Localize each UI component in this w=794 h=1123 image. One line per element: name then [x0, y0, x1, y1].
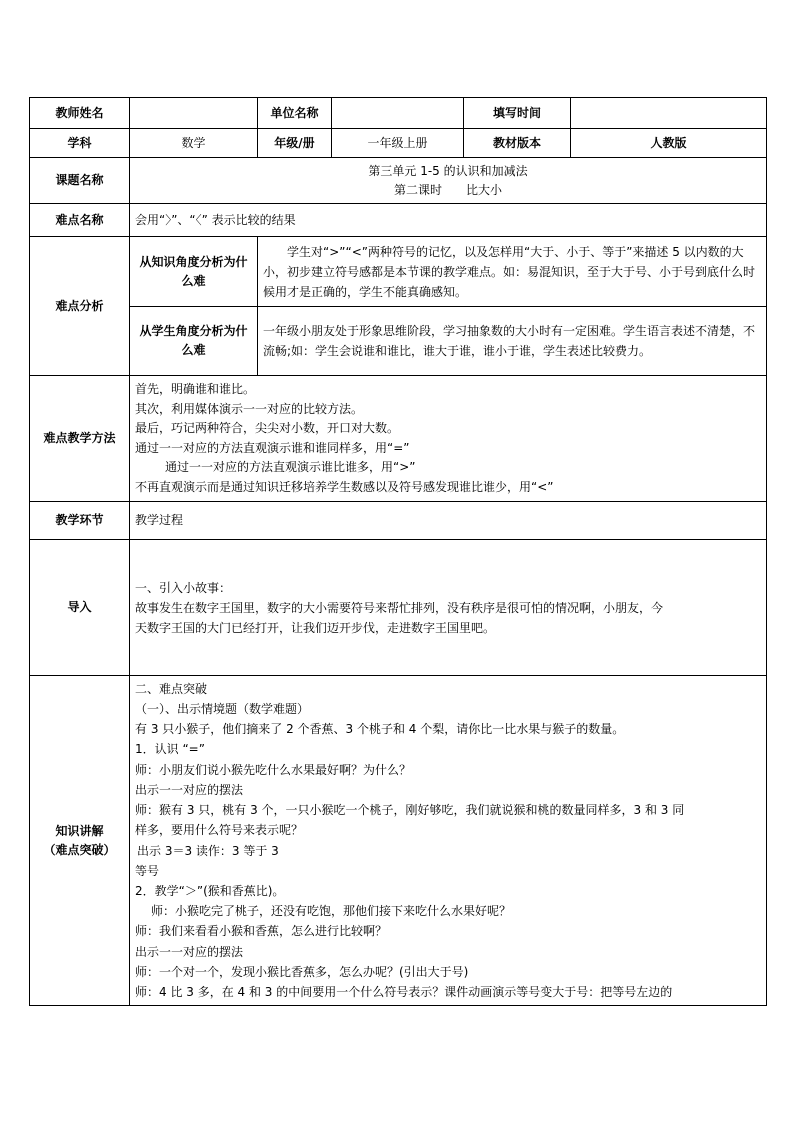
- student-angle-text: 一年级小朋友处于形象思维阶段，学习抽象数的大小时有一定困难。学生语言表述不清楚，不流畅;如：学生会说谁和谁比，谁大于谁，谁小于谁，学生表述比较费力。: [258, 307, 767, 376]
- difficulty-label: 难点名称: [30, 204, 130, 237]
- process-label: 教学环节: [30, 502, 130, 540]
- subject-label: 学科: [30, 129, 130, 158]
- lecture-line: 出示一一对应的摆法: [135, 944, 244, 959]
- edition-value: 人教版: [571, 129, 767, 158]
- row-difficulty: [30, 204, 767, 237]
- method-line: 其次，利用媒体演示一一对应的比较方法。: [135, 401, 364, 416]
- method-line: 不再直观演示而是通过知识迁移培养学生数感以及符号感发现谁比谁少，用“<”: [135, 479, 554, 494]
- lecture-line: 师：小猴吃完了桃子，还没有吃饱，那他们接下来吃什么水果好呢？: [151, 904, 512, 919]
- intro-line: 故事发生在数字王国里，数字的大小需要符号来帮忙排列，没有秩序是很可怕的情况啊，小朋友，今: [135, 600, 664, 615]
- teacher-name-label: 教师姓名: [30, 98, 130, 129]
- lecture-line: 师：小朋友们说小猴先吃什么水果最好啊？为什么？: [135, 762, 412, 777]
- topic-label: 课题名称: [30, 158, 130, 204]
- fill-time-label: 填写时间: [464, 98, 571, 129]
- row-analysis-knowledge: [30, 237, 767, 307]
- row-intro: [30, 540, 767, 676]
- teacher-name-value: [130, 98, 258, 129]
- row-subject: [30, 129, 767, 158]
- knowledge-angle-text: 学生对“>”“<”两种符号的记忆，以及怎样用“大于、小于、等于”来描述 5 以内数的大小，初步建立符号感都是本节课的教学难点。如：易混知识，至于大于号、小于号到底什么时候用才是正确的，学生不能真确感知。: [258, 237, 767, 307]
- unit-name-value: [332, 98, 464, 129]
- method-line: 首先，明确谁和谁比。: [135, 382, 256, 396]
- analysis-label: 难点分析: [30, 237, 130, 376]
- student-angle-label: 从学生角度分析为什么难: [130, 307, 258, 376]
- lesson-plan-table: [29, 97, 767, 1006]
- lecture-line: 师：一个对一个，发现小猴比香蕉多，怎么办呢？(引出大于号): [135, 964, 469, 979]
- lecture-content: [130, 676, 767, 1006]
- intro-label: 导入: [30, 540, 130, 676]
- grade-label: 年级/册: [258, 129, 332, 158]
- method-line: 通过一一对应的方法直观演示谁和谁同样多，用“=”: [135, 440, 410, 455]
- lecture-label-2: （难点突破）: [43, 842, 116, 857]
- lecture-line: 出示一一对应的摆法: [135, 782, 244, 797]
- lecture-line: （一）、出示情境题（数学难题）: [135, 702, 310, 717]
- fill-time-value: [571, 98, 767, 129]
- row-analysis-student: [30, 307, 767, 376]
- lecture-line: 师：猴有 3 只，桃有 3 个，一只小猴吃一个桃子，刚好够吃，我们就说猴和桃的数量同样多，3 和 3 同: [135, 803, 685, 818]
- lecture-line: 样多，要用什么符号来表示呢？: [135, 823, 304, 838]
- topic-title: 比大小: [466, 182, 503, 197]
- row-process: [30, 502, 767, 540]
- method-line: 通过一一对应的方法直观演示谁比谁多，用“>”: [165, 460, 416, 474]
- subject-value: 数学: [130, 129, 258, 158]
- lecture-line: 师：4 比 3 多，在 4 和 3 的中间要用一个什么符号表示？课件动画演示等号变大于号：把等号左边的: [135, 984, 673, 999]
- knowledge-angle-label: 从知识角度分析为什么难: [130, 237, 258, 307]
- unit-name-label: 单位名称: [258, 98, 332, 129]
- lecture-label-1: 知识讲解: [55, 823, 104, 838]
- topic-line-1: 第三单元 1-5 的认识和加减法: [368, 163, 528, 178]
- lecture-line: 等号: [135, 863, 160, 878]
- lecture-line: 二、难点突破: [135, 681, 208, 696]
- intro-content: [130, 540, 767, 676]
- process-value: 教学过程: [130, 502, 767, 540]
- difficulty-value: 会用“〉”、“〈” 表示比较的结果: [130, 204, 767, 237]
- topic-value: [130, 158, 767, 204]
- row-lecture: [30, 676, 767, 1006]
- method-label: 难点教学方法: [30, 376, 130, 502]
- lecture-label: [30, 676, 130, 1006]
- intro-line: 天数字王国的大门已经打开，让我们迈开步伐，走进数字王国里吧。: [135, 620, 496, 635]
- intro-line: 一、引入小故事：: [135, 580, 232, 595]
- row-method: [30, 376, 767, 502]
- lecture-line: 2．教学“＞”(猴和香蕉比)。: [135, 883, 285, 898]
- row-topic: [30, 158, 767, 204]
- method-line: 最后，巧记两种符合，尖尖对小数，开口对大数。: [135, 421, 400, 435]
- edition-label: 教材版本: [464, 129, 571, 158]
- topic-line-2: [135, 181, 761, 200]
- grade-value: 一年级上册: [332, 129, 464, 158]
- lecture-line: 师：我们来看看小猴和香蕉，怎么进行比较啊？: [135, 924, 388, 939]
- lecture-line: 出示 3＝3 读作：3 等于 3: [137, 843, 279, 858]
- topic-lesson: 第二课时: [393, 182, 442, 197]
- lecture-line: 有 3 只小猴子，他们摘来了 2 个香蕉、3 个桃子和 4 个梨，请你比一比水果与猴子的数量。: [135, 722, 625, 737]
- lecture-line: 1．认识 “=”: [135, 742, 205, 757]
- method-content: [130, 376, 767, 502]
- row-teacher: [30, 98, 767, 129]
